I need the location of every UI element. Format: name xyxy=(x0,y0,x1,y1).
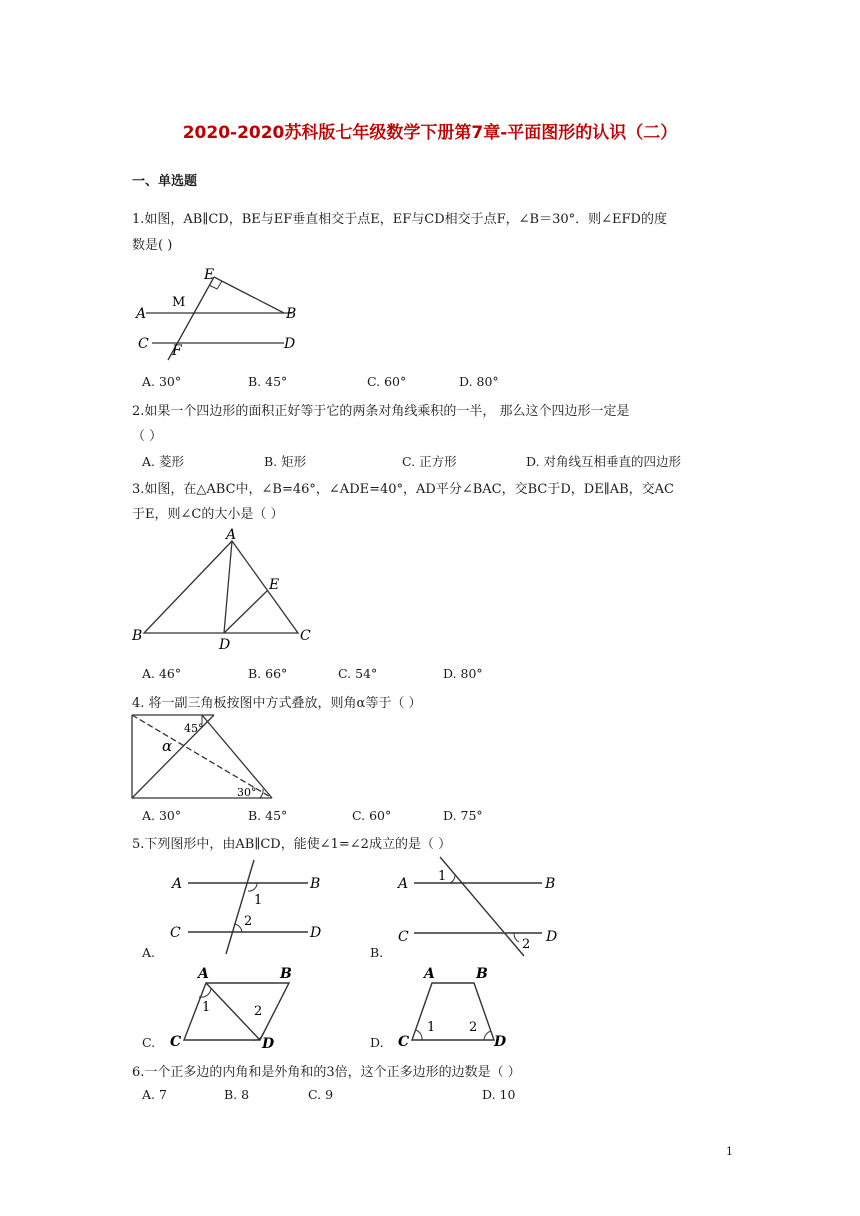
question-5-option-d-label: D. xyxy=(370,1035,384,1050)
fig5c-label-1: 1 xyxy=(202,1000,211,1015)
question-2-option-a: A. 菱形 xyxy=(142,454,184,469)
fig5b-label-1: 1 xyxy=(438,869,447,884)
question-5-option-c-label: C. xyxy=(142,1035,156,1050)
fig4-label-45: 45° xyxy=(184,722,204,735)
question-3-text-line-2: 于E，则∠C的大小是（ ） xyxy=(132,507,284,522)
question-1-text-line-1: 1.如图，AB∥CD，BE与EF垂直相交于点E，EF与CD相交于点F，∠B＝30°．则∠EFD的度 xyxy=(132,212,667,227)
question-6-option-a: A. 7 xyxy=(142,1087,167,1102)
question-3-option-b: B. 66° xyxy=(248,666,288,681)
fig1-label-b: B xyxy=(286,306,297,322)
fig3-label-a: A xyxy=(226,527,237,543)
fig4-label-alpha: α xyxy=(162,737,173,755)
fig5a-label-1: 1 xyxy=(254,893,263,908)
question-2-option-d: D. 对角线互相垂直的四边形 xyxy=(526,454,682,469)
question-1-option-c: C. 60° xyxy=(367,374,407,389)
question-2-text-line-2: （ ） xyxy=(132,429,163,444)
fig5d-label-c: C xyxy=(398,1034,410,1050)
fig5c-label-a: A xyxy=(198,966,209,982)
fig3-label-b: B xyxy=(132,628,143,644)
question-6-option-d: D. 10 xyxy=(482,1087,516,1102)
fig1-label-e: E xyxy=(204,267,215,283)
fig5d-label-d: D xyxy=(494,1034,507,1050)
fig5b-label-a: A xyxy=(398,876,409,892)
fig5b-label-c: C xyxy=(398,929,409,945)
question-5-figure-a xyxy=(160,858,330,958)
question-5-option-a-label: A. xyxy=(142,945,156,960)
question-4-option-b: B. 45° xyxy=(248,808,288,823)
question-4-option-d: D. 75° xyxy=(443,808,483,823)
question-1-option-a: A. 30° xyxy=(142,374,182,389)
fig4-label-30: 30° xyxy=(237,786,257,799)
fig5c-label-2: 2 xyxy=(254,1004,263,1019)
question-5-figure-c xyxy=(164,964,304,1052)
question-4-figure xyxy=(128,710,278,802)
question-3-text-line-1: 3.如图，在△ABC中，∠B=46°，∠ADE=40°，AD平分∠BAC，交BC于D，DE∥AB，交AC xyxy=(132,482,674,497)
question-5-text-line: 5.下列图形中，由AB∥CD，能使∠1=∠2成立的是（ ） xyxy=(132,837,452,852)
fig5c-label-c: C xyxy=(170,1034,182,1050)
fig5c-label-b: B xyxy=(280,966,292,982)
fig5b-label-d: D xyxy=(546,929,558,945)
question-1-text-line-2: 数是( ) xyxy=(132,238,173,253)
fig1-label-c: C xyxy=(138,336,149,352)
question-4-option-a: A. 30° xyxy=(142,808,182,823)
question-6-option-c: C. 9 xyxy=(308,1087,334,1102)
question-5-figure-d xyxy=(394,964,514,1052)
question-2-option-b: B. 矩形 xyxy=(264,454,307,469)
fig1-label-m: M xyxy=(172,295,186,310)
question-1-figure xyxy=(132,262,312,362)
fig3-label-e: E xyxy=(269,577,280,593)
fig5a-label-d: D xyxy=(310,925,322,941)
fig1-label-d: D xyxy=(284,336,296,352)
question-3-option-a: A. 46° xyxy=(142,666,182,681)
fig5a-label-2: 2 xyxy=(244,914,253,929)
fig5c-label-d: D xyxy=(262,1036,275,1052)
question-4-text-line: 4. 将一副三角板按图中方式叠放，则角α等于（ ） xyxy=(132,696,422,711)
question-1-option-b: B. 45° xyxy=(248,374,288,389)
fig1-label-a: A xyxy=(136,306,147,322)
section-heading: 一、单选题 xyxy=(132,174,198,189)
fig5d-label-2: 2 xyxy=(469,1020,478,1035)
question-2-option-c: C. 正方形 xyxy=(402,454,457,469)
question-3-option-d: D. 80° xyxy=(443,666,483,681)
question-1-option-d: D. 80° xyxy=(459,374,499,389)
fig5a-label-a: A xyxy=(172,876,183,892)
fig3-label-d: D xyxy=(219,637,231,653)
fig5d-label-a: A xyxy=(424,966,435,982)
fig5d-label-1: 1 xyxy=(427,1020,436,1035)
fig5a-label-b: B xyxy=(310,876,321,892)
question-6-text-line: 6.一个正多边的内角和是外角和的3倍，这个正多边形的边数是（ ） xyxy=(132,1065,521,1080)
question-6-option-b: B. 8 xyxy=(224,1087,250,1102)
question-5-option-b-label: B. xyxy=(370,945,384,960)
fig5b-label-b: B xyxy=(545,876,556,892)
fig3-label-c: C xyxy=(300,628,311,644)
question-3-option-c: C. 54° xyxy=(338,666,378,681)
question-2-text-line-1: 2.如果一个四边形的面积正好等于它的两条对角线乘积的一半， 那么这个四边形一定是 xyxy=(132,404,630,419)
document-title: 2020-2020苏科版七年级数学下册第7章-平面图形的认识（二） xyxy=(182,123,678,143)
fig1-label-f: F xyxy=(172,343,182,359)
fig5d-label-b: B xyxy=(476,966,488,982)
question-5-figure-b xyxy=(390,854,570,958)
page-number: 1 xyxy=(726,1145,733,1158)
question-3-figure xyxy=(128,527,318,657)
fig5a-label-c: C xyxy=(170,925,181,941)
fig5b-label-2: 2 xyxy=(522,937,531,952)
question-4-option-c: C. 60° xyxy=(352,808,392,823)
